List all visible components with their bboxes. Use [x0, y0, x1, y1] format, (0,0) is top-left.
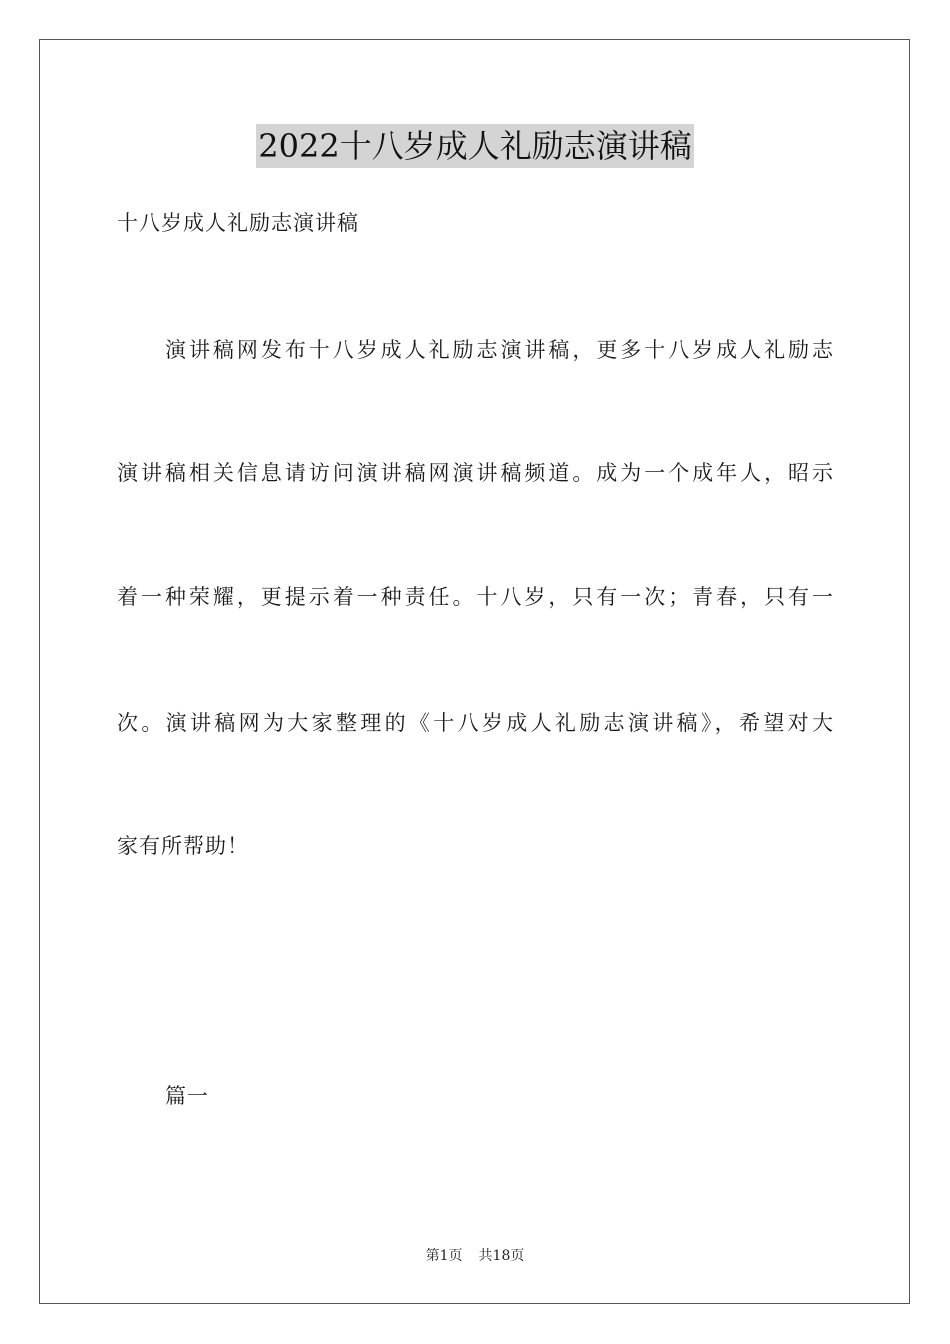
paragraph-line: 次。演讲稿网为大家整理的《十八岁成人礼励志演讲稿》，希望对大	[117, 711, 833, 735]
paragraph-line: 演讲稿网发布十八岁成人礼励志演讲稿，更多十八岁成人礼励志	[165, 338, 833, 362]
page-footer	[0, 1246, 950, 1266]
document-subtitle: 十八岁成人礼励志演讲稿	[117, 211, 359, 235]
paragraph-line: 家有所帮助！	[117, 834, 249, 858]
document-title-block	[0, 124, 950, 168]
page-total: 共18页	[478, 1248, 525, 1264]
document-title: 2022十八岁成人礼励志演讲稿	[256, 124, 693, 168]
paragraph-line: 演讲稿相关信息请访问演讲稿网演讲稿频道。成为一个成年人，昭示	[117, 461, 833, 485]
paragraph-line: 着一种荣耀，更提示着一种责任。十八岁，只有一次；青春，只有一	[117, 585, 833, 609]
page-number: 第1页	[425, 1248, 463, 1264]
section-heading: 篇一	[165, 1084, 209, 1108]
